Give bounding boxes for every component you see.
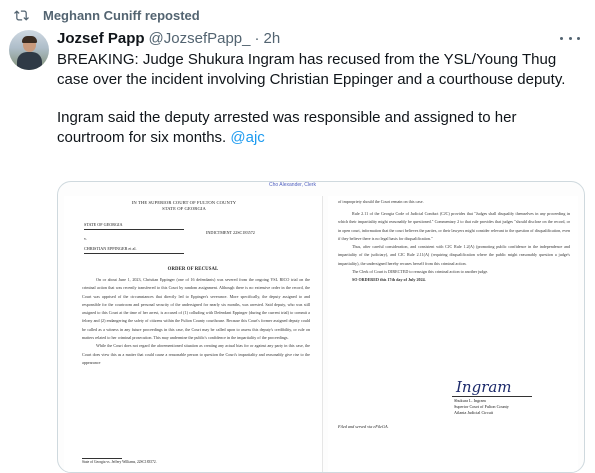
judge-title-2: Atlanta Judicial Circuit <box>454 410 494 415</box>
so-ordered: SO ORDERED this 17th day of July 2024. <box>352 277 426 283</box>
tweet-time[interactable]: 2h <box>263 29 281 47</box>
filed-note: Filed and served via eFileGA. <box>338 424 389 429</box>
order-title: ORDER OF RECUSAL <box>167 267 219 272</box>
footnote: State of Georgia vs. Jeffery Williams, 22SC183572. <box>82 460 157 464</box>
defendant-caption: CHRISTIAN EPPINGER et al. <box>84 246 137 251</box>
left-body-text: On or about June 1, 2023, Christian Eppinger (one of 16 defendants) was severed from the ongoing YSL RICO trial on the criminal action that was recently transferred to this Court by random assignment. Although there is no extensive order in the record, the Court was apprised of the circumstances that directly led to Eppinger's severance. More specifically, the deputy assigned to and responsible for the courtroom and personal security of the undersigned for nearly six months, was arrested. Said deputy, who was still assigned to this Court at the time of her arrest, is accused of (1) colluding with Defendant Eppinger (during the current trial) to commit a felony and (2) endangering the safety of citizens within the Fulton County courthouse. Because this Court's former assigned deputy could be called as a witness in any future proceedings in this case, the Court may be called upon to assess this deputy's credibility, or rule on matters related to her criminal prosecution. This may undermine the public's confidence in the impartiality of the proceedings. While the Court does not regard the aforementioned situation as creating any actual bias for or against any party in this case, the Court does view this as a matter that could cause a reasonable person to question the Court's impartiality and reasonably give rise to the appearance <box>82 277 310 365</box>
clerk-watermark: Cho Alexander, Clerk <box>269 182 316 188</box>
tweet-header <box>57 28 280 48</box>
repost-indicator[interactable] <box>14 6 200 24</box>
more-options-icon[interactable] <box>560 30 580 46</box>
mention-link[interactable]: @ajc <box>230 128 265 146</box>
tweet-text <box>57 50 585 147</box>
author-name[interactable]: Jozsef Papp <box>57 29 145 47</box>
author-avatar[interactable] <box>9 30 49 70</box>
repost-icon <box>14 8 29 23</box>
separator-dot: · <box>254 29 260 47</box>
judge-name: Shukura L. Ingram <box>454 398 486 403</box>
repost-text: Meghann Cuniff reposted <box>43 7 200 23</box>
judge-signature: Ingram <box>456 378 512 396</box>
versus-text: v. <box>84 236 87 241</box>
document-page-left <box>64 196 323 472</box>
court-name-line2: STATE OF GEORGIA <box>162 206 206 211</box>
tweet-paragraph-1: BREAKING: Judge Shukura Ingram has recused from the YSL/Young Thug case over the incident involving Christian Eppinger and a courthouse deputy. <box>57 51 566 88</box>
author-handle[interactable]: @JozsefPapp_ <box>148 29 251 47</box>
state-caption: STATE OF GEORGIA <box>84 222 123 227</box>
court-name-line1: IN THE SUPERIOR COURT OF FULTON COUNTY <box>131 200 237 205</box>
judge-title-1: Superior Court of Fulton County <box>454 404 509 409</box>
document-page-right <box>328 196 578 472</box>
tweet-paragraph-2-text: Ingram said the deputy arrested was responsible and assigned to her courtroom for six months. <box>57 109 517 146</box>
indictment-number: INDICTMENT 22SC183572 <box>206 230 255 235</box>
tweet-paragraph-2 <box>57 108 585 147</box>
right-body-text: Rule 2.11 of the Georgia Code of Judicial Conduct (CJC) provides that "Judges shall disqualify themselves in any proceeding in which their impartiality might reasonably be questioned." Commentary 2 to that rule provides that judges "should disclose on the record, or in open court, information that the court believes the parties, or their lawyers might consider relevant to the question of disqualification, even if they believe there is no legal basis for disqualification." Thus, after careful consideration, and consistent with CJC Rule 1.2(A) (promoting public confidence in the independence and impartiality of the judiciary), and CJC Rule 2.11(A) (requiring disqualification where the public might reasonably question a judge's impartiality), the undersigned hereby recuses herself from this criminal action. The Clerk of Court is DIRECTED to reassign this criminal action to another judge. SO ORDERED this 17th day of July 2024. <box>338 210 570 285</box>
tweet-media-image[interactable] <box>57 181 585 473</box>
right-top-text: of impropriety should the Court remain on this case. <box>338 199 424 204</box>
